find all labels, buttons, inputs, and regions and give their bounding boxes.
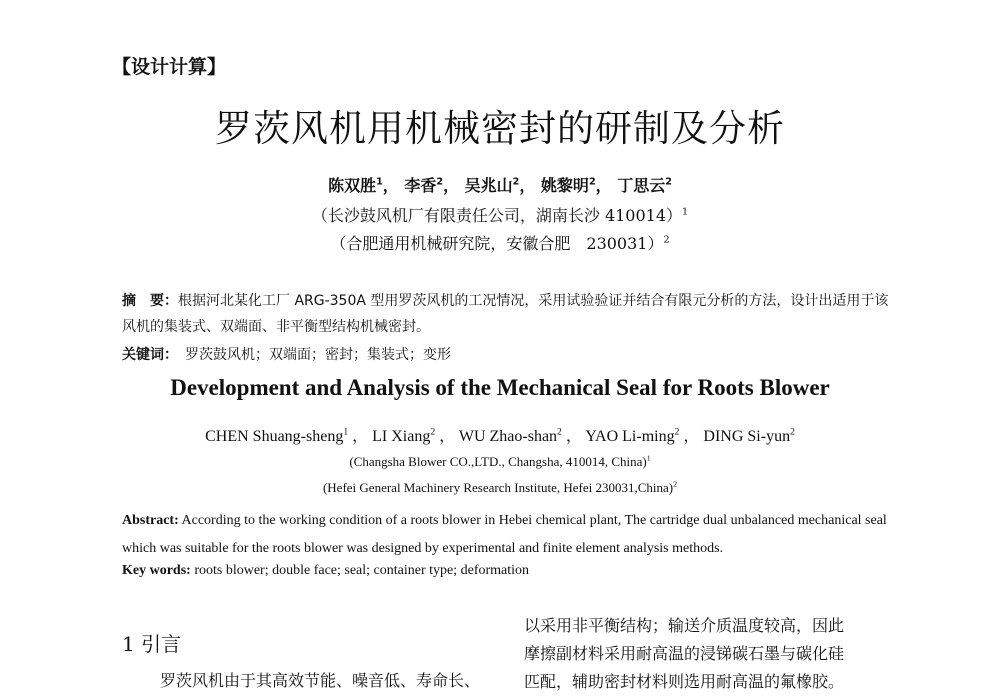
body-line: 摩擦副材料采用耐高温的浸锑碳石墨与碳化硅 — [524, 644, 845, 663]
chinese-authors: 陈双胜$^1$， 李香$^2$， 吴兆山$^2$， 姚黎明$^2$， 丁思云$^2$ — [328, 176, 672, 195]
category-label: 【设计计算】 — [112, 56, 227, 78]
abstract-label: Abstract: — [122, 513, 179, 528]
english-title: Development and Analysis of the Mechanical Seal for Roots Blower — [170, 375, 830, 400]
body-line: 以采用非平衡结构；输送介质温度较高，因此 — [524, 616, 845, 635]
abstract-text: 根据河北某化工厂 ARG-350A 型用罗茨风机的工况情况，采用试验验证并结合有限元分析的方法，设计出适用于该风机的集装式、双端面、非平衡型结构机械密封。 — [122, 293, 889, 335]
english-keywords — [122, 563, 529, 579]
english-authors: CHEN Shuang-sheng$^1$ ， LI Xiang$^2$ ， WU Zhao-shan$^2$ ， YAO Li-ming$^2$ ， DING Si-yun$^2$ — [205, 426, 795, 445]
chinese-affiliation-2: （合肥通用机械研究院，安徽合肥 230031）$^2$ — [330, 234, 670, 253]
abstract-label: 摘 要： — [122, 293, 178, 309]
english-affiliation-1: (Changsha Blower CO.,LTD., Changsha, 410014, China)$^1$ — [349, 453, 651, 469]
author: WU Zhao-shan$^2$ — [458, 426, 562, 445]
english-affiliation-2: (Hefei General Machinery Research Institute, Hefei 230031,China)$^2$ — [322, 479, 678, 495]
author: DING Si-yun$^2$ — [703, 426, 795, 445]
author: 姚黎明$^2$ — [540, 176, 596, 195]
author: CHEN Shuang-sheng$^1$ — [205, 426, 349, 445]
author: 吴兆山$^2$ — [464, 176, 520, 195]
author: 丁思云$^2$ — [617, 176, 672, 195]
abstract-text: According to the working condition of a roots blower in Hebei chemical plant, The cartridge dual unbalanced mechanical seal which was suitable for the roots blower was designed by experimental and finite element analysis methods. — [122, 513, 887, 556]
chinese-title: 罗茨风机用机械密封的研制及分析 — [215, 107, 785, 150]
section-heading: 1 引言 — [122, 632, 182, 656]
keywords-text: 罗茨鼓风机；双端面；密封；集装式；变形 — [185, 347, 451, 363]
body-line: 匹配，辅助密封材料则选用耐高温的氟橡胶。 — [524, 672, 845, 691]
author: 陈双胜$^1$ — [328, 176, 383, 195]
keywords-label: 关键词： — [122, 347, 171, 363]
author: LI Xiang$^2$ — [372, 426, 436, 445]
body-text-left: 罗茨风机由于其高效节能、噪音低、寿命长、 — [160, 671, 481, 690]
author: 李香$^2$ — [404, 176, 444, 195]
chinese-abstract — [122, 288, 892, 340]
chinese-affiliation-1: （长沙鼓风机厂有限责任公司，湖南长沙 410014）$^1$ — [311, 206, 689, 225]
keywords-label: Key words: — [122, 563, 191, 578]
keywords-text: roots blower; double face; seal; container type; deformation — [194, 563, 530, 578]
english-abstract — [122, 507, 892, 563]
author: YAO Li-ming$^2$ — [585, 426, 680, 445]
body-text-right — [524, 612, 904, 696]
chinese-keywords — [122, 344, 451, 364]
